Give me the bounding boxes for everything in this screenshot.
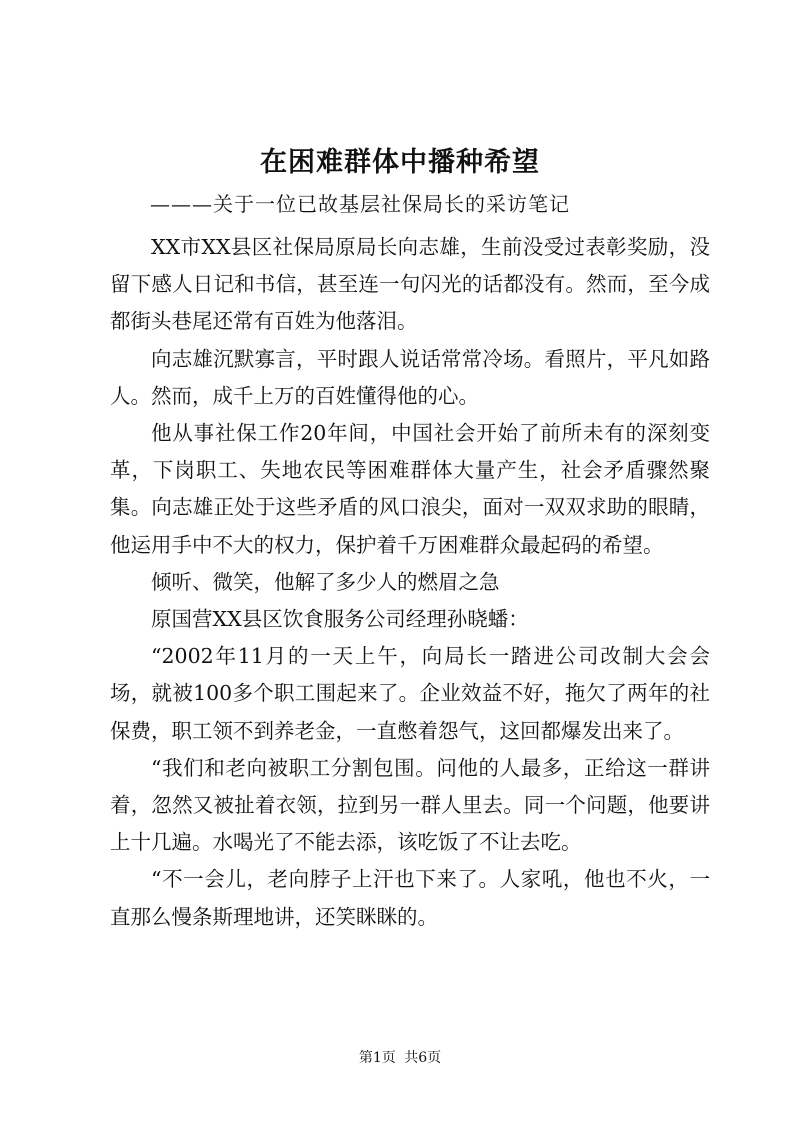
paragraph: 他从事社保工作20年间，中国社会开始了前所未有的深刻变革，下岗职工、失地农民等困难群体大量产生，社会矛盾骤然聚集。向志雄正处于这些矛盾的风口浪尖，面对一双双求助的眼睛，他运用手中不大的权力，保护着千万困难群众最起码的希望。 <box>110 421 710 557</box>
paragraph: “我们和老向被职工分割包围。问他的人最多，正给这一群讲着，忽然又被扯着衣领，拉到另一群人里去。同一个问题，他要讲上十几遍。水喝光了不能去添，该吃饭了不让去吃。 <box>110 755 710 855</box>
page-footer <box>0 1047 800 1067</box>
document-subtitle: ———关于一位已故基层社保局长的采访笔记 <box>150 192 570 216</box>
section-heading: 倾听、微笑，他解了多少人的燃眉之急 <box>151 569 500 594</box>
document-body <box>110 229 710 936</box>
document-title: 在困难群体中播种希望 <box>260 147 540 178</box>
paragraph: 向志雄沉默寡言，平时跟人说话常常冷场。看照片，平凡如路人。然而，成千上万的百姓懂得他的心。 <box>110 346 710 408</box>
page-number: 第1页 <box>358 1050 396 1066</box>
paragraph: XX市XX县区社保局原局长向志雄，生前没受过表彰奖励，没留下感人日记和书信，甚至连一句闪光的话都没有。然而，至今成都街头巷尾还常有百姓为他落泪。 <box>110 235 710 334</box>
paragraph: “2002年11月的一天上午，向局长一踏进公司改制大会会场，就被100多个职工围起来了。企业效益不好，拖欠了两年的社保费，职工领不到养老金，一直憋着怨气，这回都爆发出来了。 <box>110 644 710 743</box>
paragraph: 原国营XX县区饮食服务公司经理孙晓蟠： <box>151 607 529 632</box>
paragraph: “不一会儿，老向脖子上汗也下来了。人家吼，他也不火，一直那么慢条斯理地讲，还笑眯眯的。 <box>110 867 710 929</box>
page-total: 共6页 <box>404 1050 442 1066</box>
